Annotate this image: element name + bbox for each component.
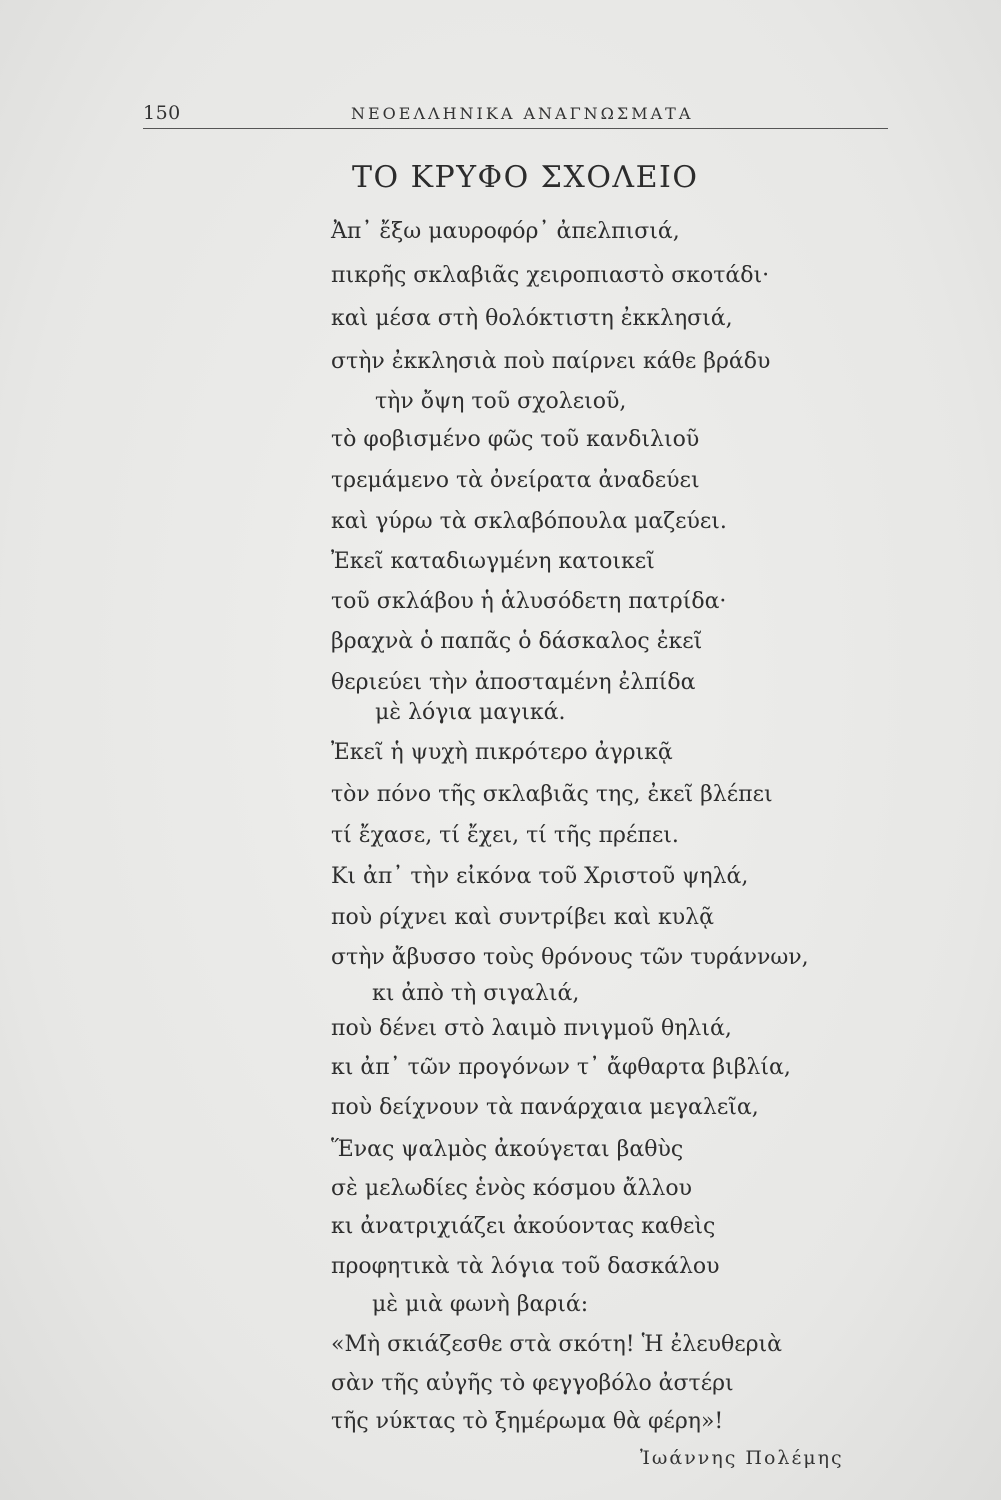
poem-line: βραχνὰ ὁ παπᾶς ὁ δάσκαλος ἐκεῖ (331, 629, 703, 654)
poem-line: σὰν τῆς αὐγῆς τὸ φεγγοβόλο ἀστέρι (331, 1371, 734, 1396)
poem-line: σὲ μελωδίες ἑνὸς κόσμου ἄλλου (331, 1176, 693, 1201)
poem-line: θεριεύει τὴν ἀποσταμένη ἐλπίδα (331, 670, 696, 695)
page-header (143, 102, 888, 132)
poem-line: καὶ μέσα στὴ θολόκτιστη ἐκκλησιά, (331, 306, 733, 331)
poem-line: Ἐκεῖ ἡ ψυχὴ πικρότερο ἀγρικᾷ (331, 740, 673, 765)
author-signature: Ἰωάννης Πολέμης (640, 1447, 844, 1469)
poem-line: στὴν ἐκκλησιὰ ποὺ παίρνει κάθε βράδυ (331, 349, 771, 374)
poem-line: Ἕνας ψαλμὸς ἀκούγεται βαθὺς (331, 1137, 684, 1162)
poem-line: μὲ μιὰ φωνὴ βαριά: (372, 1292, 589, 1317)
poem-line: ποὺ δένει στὸ λαιμὸ πνιγμοῦ θηλιά, (331, 1016, 732, 1041)
poem-line: τρεμάμενο τὰ ὀνείρατα ἀναδεύει (331, 468, 700, 493)
poem-line: τὸν πόνο τῆς σκλαβιᾶς της, ἐκεῖ βλέπει (331, 782, 773, 807)
poem-line: Ἀπ᾿ ἔξω μαυροφόρ᾿ ἀπελπισιά, (331, 219, 680, 244)
poem-line: μὲ λόγια μαγικά. (375, 700, 566, 725)
poem-line: καὶ γύρω τὰ σκλαβόπουλα μαζεύει. (331, 509, 727, 534)
poem-line: κι ἀπὸ τὴ σιγαλιά, (372, 981, 580, 1006)
poem-line: προφητικὰ τὰ λόγια τοῦ δασκάλου (331, 1254, 720, 1279)
poem-line: στὴν ἄβυσσο τοὺς θρόνους τῶν τυράννων, (331, 945, 809, 970)
poem-title: ΤΟ ΚΡΥΦΟ ΣΧΟΛΕΙΟ (352, 160, 699, 195)
poem-line: κι ἀνατριχιάζει ἀκούοντας καθεὶς (331, 1214, 716, 1239)
poem-line: τὸ φοβισμένο φῶς τοῦ κανδιλιοῦ (331, 427, 700, 452)
running-title: ΝΕΟΕΛΛΗΝΙΚΑ ΑΝΑΓΝΩΣΜΑΤΑ (351, 104, 694, 123)
poem-line: τί ἔχασε, τί ἔχει, τί τῆς πρέπει. (331, 823, 679, 848)
poem-line: πικρῆς σκλαβιᾶς χειροπιαστὸ σκοτάδι· (331, 263, 770, 288)
poem-line: κι ἀπ᾿ τῶν προγόνων τ᾿ ἄφθαρτα βιβλία, (331, 1055, 791, 1080)
poem-line: ποὺ ρίχνει καὶ συντρίβει καὶ κυλᾷ (331, 905, 714, 930)
header-rule (143, 128, 888, 129)
page-number: 150 (143, 102, 181, 124)
poem-line: Ἐκεῖ καταδιωγμένη κατοικεῖ (331, 549, 655, 574)
poem-line: «Μὴ σκιάζεσθε στὰ σκότη! Ἡ ἐλευθεριὰ (331, 1332, 783, 1357)
poem-line: Κι ἀπ᾿ τὴν εἰκόνα τοῦ Χριστοῦ ψηλά, (331, 864, 749, 889)
poem-line: τῆς νύκτας τὸ ξημέρωμα θὰ φέρη»! (331, 1409, 724, 1434)
poem-line: ποὺ δείχνουν τὰ πανάρχαια μεγαλεῖα, (331, 1095, 759, 1120)
poem-line: τοῦ σκλάβου ἡ ἁλυσόδετη πατρίδα· (331, 589, 727, 614)
poem-line: τὴν ὄψη τοῦ σχολειοῦ, (375, 389, 627, 414)
